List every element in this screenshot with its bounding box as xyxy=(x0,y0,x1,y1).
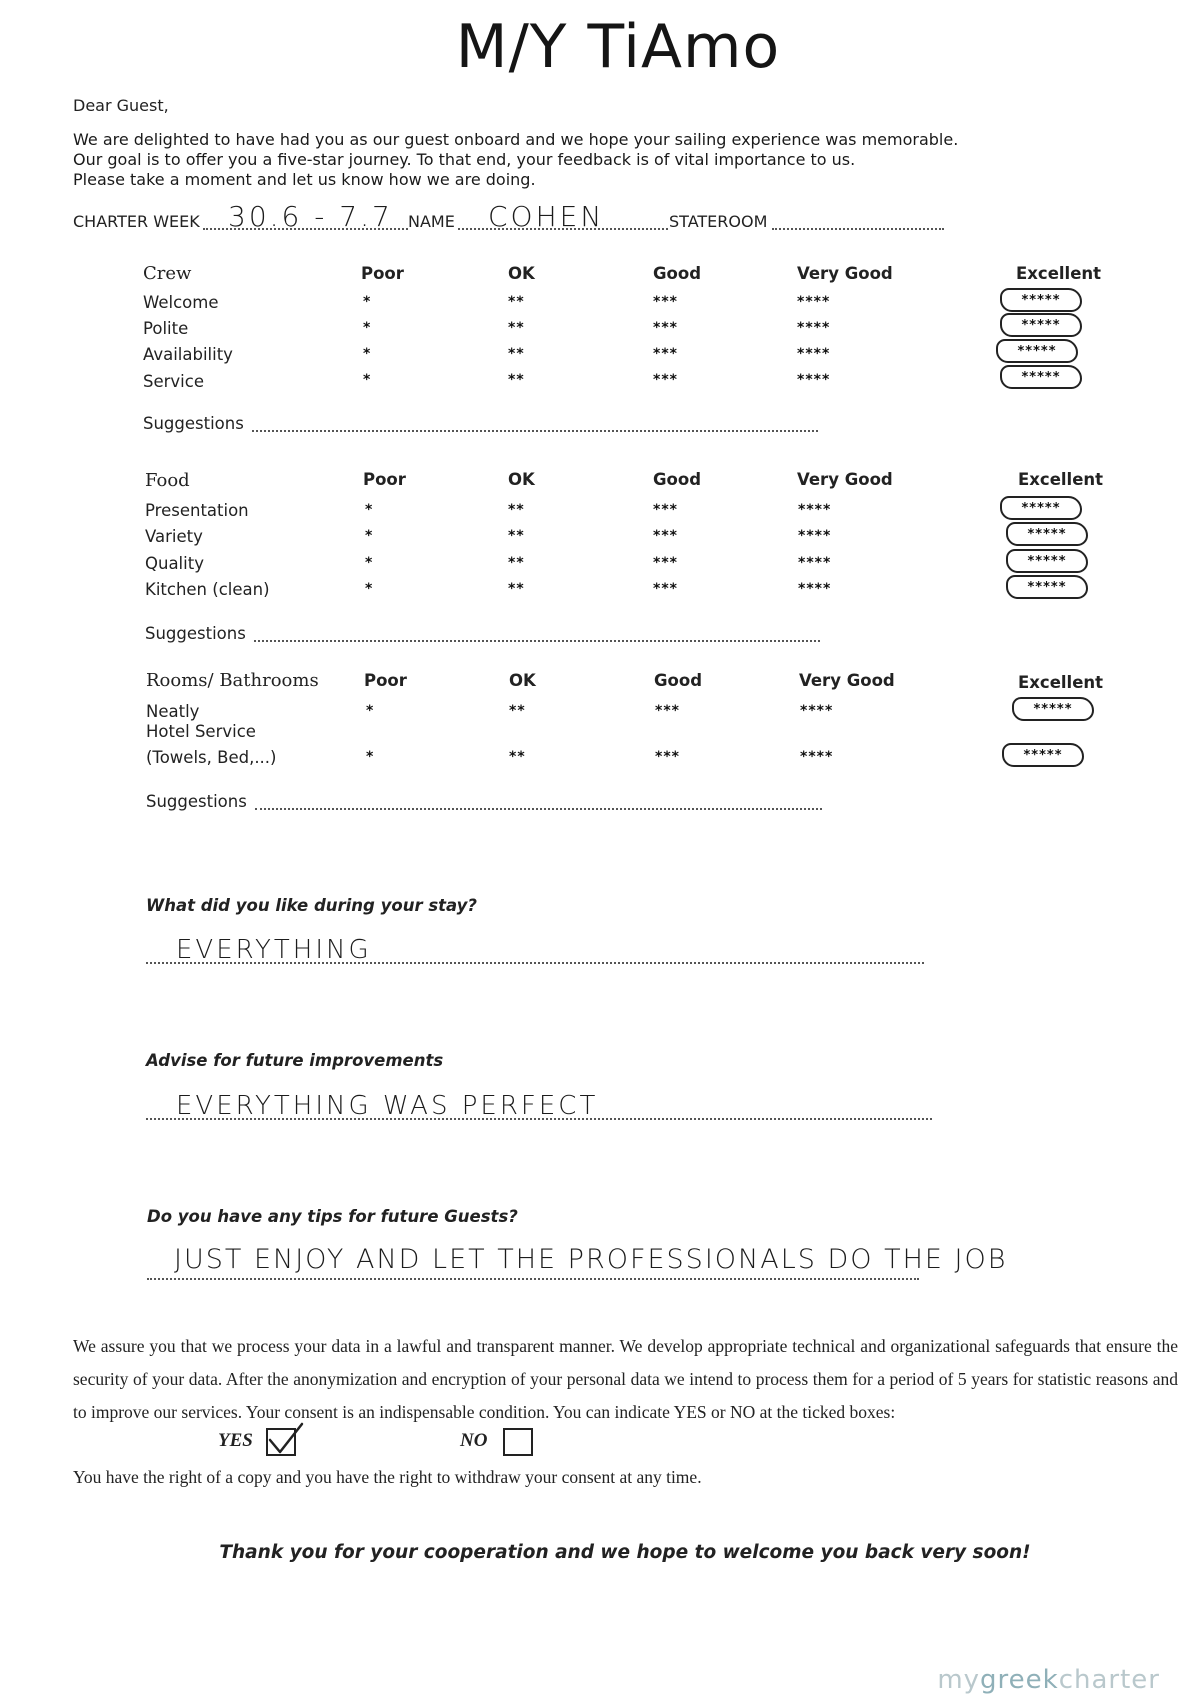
col-head-very-good: Very Good xyxy=(799,671,895,690)
rating-ok[interactable]: ** xyxy=(509,749,526,765)
rating-poor[interactable]: * xyxy=(365,555,374,571)
rating-excellent-selected[interactable]: ***** xyxy=(996,339,1078,363)
consent-text: We assure you that we process your data in a lawful and transparent manner. We develop appropriate technical and organizational safeguards that ensure the security of your data. After the anonymization and encryption of your personal data we intend to process them for a period of 5 years for statistic reasons and to improve our services. Your consent is an indispensable condition. You can indicate YES or NO at the ticked boxes: xyxy=(73,1336,1178,1422)
col-head-excellent: Excellent xyxy=(1016,264,1102,283)
col-head-poor: Poor xyxy=(363,470,406,489)
row-label-service: Service xyxy=(143,372,204,391)
rating-poor[interactable]: * xyxy=(366,703,375,719)
intro-line: Please take a moment and let us know how we are doing. xyxy=(73,170,536,189)
yes-checkbox[interactable] xyxy=(266,1428,296,1456)
greeting: Dear Guest, xyxy=(73,96,169,115)
col-head-ok: OK xyxy=(509,671,536,690)
rating-very-good[interactable]: **** xyxy=(798,581,832,597)
col-head-good: Good xyxy=(654,671,703,690)
row-label-hotel-service: Hotel Service xyxy=(146,722,256,741)
col-head-very-good: Very Good xyxy=(797,470,893,489)
suggestions-field[interactable] xyxy=(255,808,822,810)
rating-excellent-selected[interactable]: ***** xyxy=(1002,743,1084,767)
rating-poor[interactable]: * xyxy=(363,320,372,336)
suggestions-field[interactable] xyxy=(254,640,820,642)
stateroom-field[interactable] xyxy=(772,228,944,230)
row-label-welcome: Welcome xyxy=(143,293,219,312)
suggestions-label: Suggestions xyxy=(143,414,244,433)
question-label: Advise for future improvements xyxy=(146,1051,444,1070)
rating-ok[interactable]: ** xyxy=(508,294,525,310)
rating-ok[interactable]: ** xyxy=(508,528,525,544)
rating-very-good[interactable]: **** xyxy=(798,502,832,518)
rating-good[interactable]: *** xyxy=(653,581,678,597)
watermark-part: greek xyxy=(980,1665,1059,1695)
rating-very-good[interactable]: **** xyxy=(797,346,831,362)
question-label: What did you like during your stay? xyxy=(146,896,477,915)
rating-good[interactable]: *** xyxy=(653,294,678,310)
rating-excellent-selected[interactable]: ***** xyxy=(1000,288,1082,312)
col-head-very-good: Very Good xyxy=(797,264,893,283)
row-label-polite: Polite xyxy=(143,319,189,338)
no-checkbox[interactable] xyxy=(503,1428,533,1456)
rating-very-good[interactable]: **** xyxy=(798,555,832,571)
suggestions-field[interactable] xyxy=(252,430,818,432)
row-label-neatly: Neatly xyxy=(146,702,200,721)
col-head-ok: OK xyxy=(508,470,535,489)
col-head-poor: Poor xyxy=(361,264,404,283)
rating-ok[interactable]: ** xyxy=(508,320,525,336)
col-head-poor: Poor xyxy=(364,671,407,690)
rating-poor[interactable]: * xyxy=(365,528,374,544)
rating-good[interactable]: *** xyxy=(653,555,678,571)
rating-very-good[interactable]: **** xyxy=(797,294,831,310)
answer-field[interactable]: JUST ENJOY AND LET THE PROFESSIONALS DO THE JOB xyxy=(174,1244,1008,1275)
col-head-excellent: Excellent xyxy=(1018,673,1104,692)
rating-ok[interactable]: ** xyxy=(508,555,525,571)
rating-poor[interactable]: * xyxy=(363,294,372,310)
name-field[interactable]: COHEN xyxy=(488,200,605,233)
answer-field[interactable]: EVERYTHING xyxy=(176,935,372,965)
rating-poor[interactable]: * xyxy=(363,346,372,362)
section-heading: Rooms/ Bathrooms xyxy=(146,670,319,691)
rating-good[interactable]: *** xyxy=(653,346,678,362)
suggestions-label: Suggestions xyxy=(146,792,247,811)
rating-poor[interactable]: * xyxy=(363,372,372,388)
closing-message: Thank you for your cooperation and we hope to welcome you back very soon! xyxy=(219,1542,1031,1563)
answer-field[interactable]: EVERYTHING WAS PERFECT xyxy=(176,1091,599,1121)
answer-line xyxy=(147,1278,919,1280)
rating-very-good[interactable]: **** xyxy=(798,528,832,544)
intro-paragraph xyxy=(73,130,958,190)
row-label-availability: Availability xyxy=(143,345,233,364)
col-head-good: Good xyxy=(653,470,702,489)
rating-poor[interactable]: * xyxy=(365,502,374,518)
rating-poor[interactable]: * xyxy=(365,581,374,597)
rating-poor[interactable]: * xyxy=(366,749,375,765)
section-heading: Crew xyxy=(143,263,192,284)
watermark xyxy=(937,1665,1160,1695)
rating-very-good[interactable]: **** xyxy=(797,320,831,336)
row-label-presentation: Presentation xyxy=(145,501,249,520)
name-label: NAME xyxy=(408,212,455,231)
stateroom-label: STATEROOM xyxy=(669,212,768,231)
no-label: NO xyxy=(460,1430,488,1451)
question-label: Do you have any tips for future Guests? xyxy=(147,1207,518,1226)
intro-line: We are delighted to have had you as our guest onboard and we hope your sailing experience was memorable. xyxy=(73,130,959,149)
rating-very-good[interactable]: **** xyxy=(800,749,834,765)
row-label-kitchen: Kitchen (clean) xyxy=(145,580,270,599)
rating-excellent-selected[interactable]: ***** xyxy=(1006,575,1088,599)
col-head-ok: OK xyxy=(508,264,535,283)
watermark-part: charter xyxy=(1058,1665,1160,1695)
watermark-part: my xyxy=(937,1665,981,1695)
rating-excellent-selected[interactable]: ***** xyxy=(1000,496,1082,520)
rating-very-good[interactable]: **** xyxy=(800,703,834,719)
rating-excellent-selected[interactable]: ***** xyxy=(1006,549,1088,573)
rating-ok[interactable]: ** xyxy=(508,581,525,597)
intro-line: Our goal is to offer you a five-star journey. To that end, your feedback is of vital importance to us. xyxy=(73,150,856,169)
rating-good[interactable]: *** xyxy=(655,749,680,765)
rating-excellent-selected[interactable]: ***** xyxy=(1006,522,1088,546)
form-title: M/Y TiAmo xyxy=(455,12,781,82)
charter-week-label: CHARTER WEEK xyxy=(73,212,200,231)
consent-rights: You have the right of a copy and you have the right to withdraw your consent at any time. xyxy=(73,1467,702,1487)
rating-good[interactable]: *** xyxy=(653,372,678,388)
rating-ok[interactable]: ** xyxy=(509,703,526,719)
rating-ok[interactable]: ** xyxy=(508,346,525,362)
rating-ok[interactable]: ** xyxy=(508,502,525,518)
rating-excellent-selected[interactable]: ***** xyxy=(1012,697,1094,721)
rating-very-good[interactable]: **** xyxy=(797,372,831,388)
suggestions-label: Suggestions xyxy=(145,624,246,643)
rating-good[interactable]: *** xyxy=(653,502,678,518)
yes-label: YES xyxy=(218,1430,253,1451)
col-head-good: Good xyxy=(653,264,702,283)
rating-good[interactable]: *** xyxy=(653,528,678,544)
row-label-hotel-service-detail: (Towels, Bed,...) xyxy=(146,748,277,767)
rating-excellent-selected[interactable]: ***** xyxy=(1000,365,1082,389)
rating-excellent-selected[interactable]: ***** xyxy=(1000,313,1082,337)
section-heading: Food xyxy=(145,470,190,491)
rating-good[interactable]: *** xyxy=(655,703,680,719)
row-label-variety: Variety xyxy=(145,527,203,546)
row-label-quality: Quality xyxy=(145,554,204,573)
charter-week-field[interactable]: 30.6 - 7.7 xyxy=(228,200,393,233)
rating-good[interactable]: *** xyxy=(653,320,678,336)
rating-ok[interactable]: ** xyxy=(508,372,525,388)
col-head-excellent: Excellent xyxy=(1018,470,1104,489)
check-mark-icon xyxy=(266,1422,306,1458)
